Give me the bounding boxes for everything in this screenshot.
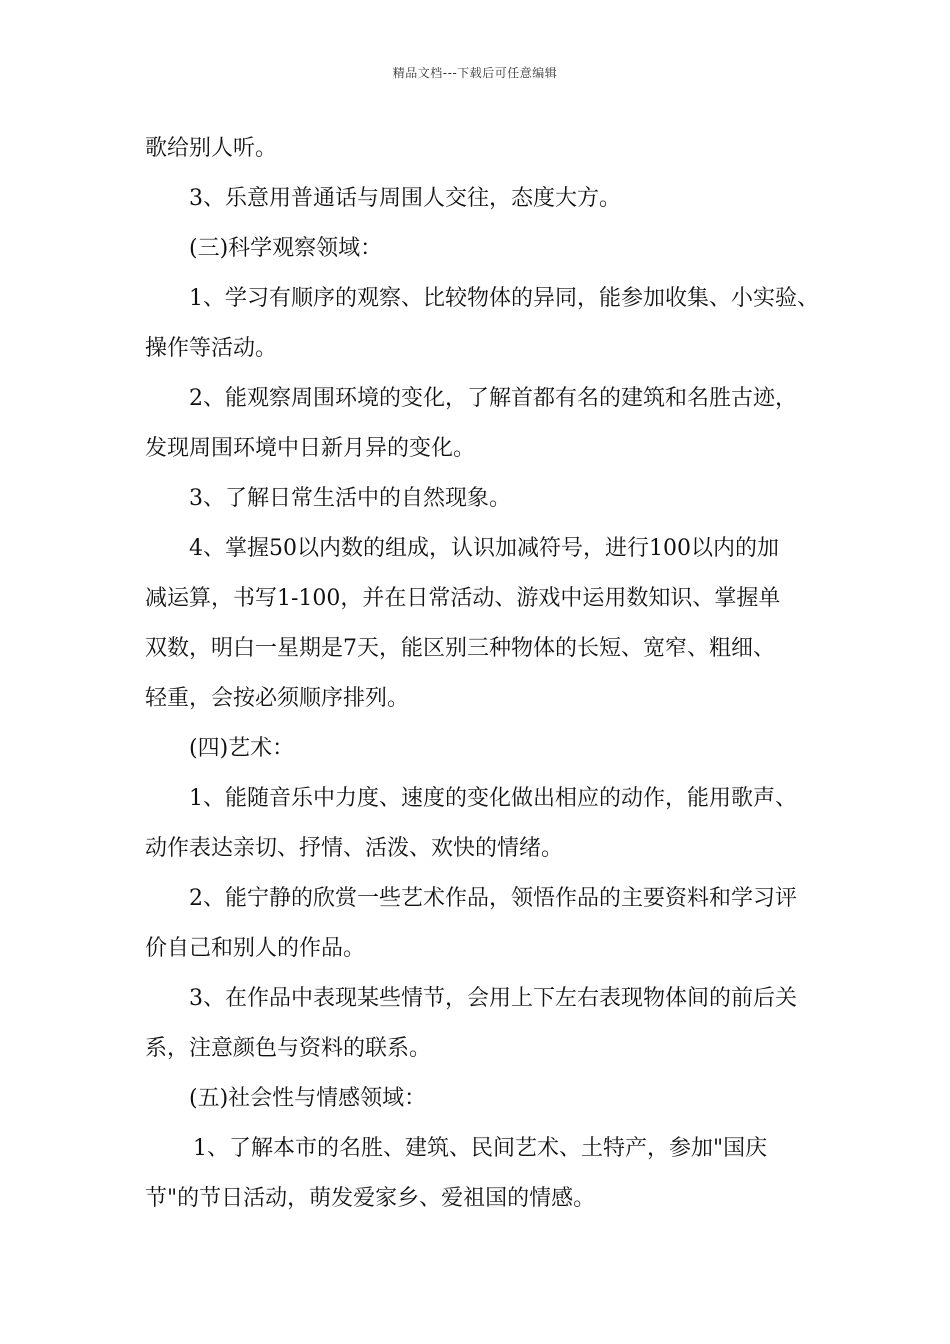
paragraph-line: 双数，明白一星期是7天，能区别三种物体的长短、宽窄、粗细、 — [145, 636, 775, 661]
paragraph-line: 3、乐意用普通话与周围人交往，态度大方。 — [189, 186, 621, 211]
paragraph-line: 轻重，会按必须顺序排列。 — [145, 686, 410, 711]
page-header: 精品文档---下载后可任意编辑 — [392, 66, 558, 80]
paragraph-line: 1、能随音乐中力度、速度的变化做出相应的动作，能用歌声、 — [189, 786, 797, 811]
paragraph-line: 操作等活动。 — [145, 336, 278, 361]
paragraph-line: 4、掌握50以内数的组成，认识加减符号，进行100以内的加 — [189, 536, 779, 561]
paragraph-line: 1、学习有顺序的观察、比较物体的异同，能参加收集、小实验、 — [189, 286, 819, 311]
paragraph-line: 减运算，书写1-100，并在日常活动、游戏中运用数知识、掌握单 — [145, 586, 781, 611]
document-body — [145, 124, 830, 1224]
section-heading: (五)社会性与情感领域： — [189, 1086, 427, 1111]
section-heading: (三)科学观察领域： — [189, 236, 383, 261]
paragraph-line: 2、能宁静的欣赏一些艺术作品，领悟作品的主要资料和学习评 — [189, 886, 797, 911]
paragraph-line: 系，注意颜色与资料的联系。 — [145, 1036, 432, 1061]
paragraph-line: 1、了解本市的名胜、建筑、民间艺术、土特产，参加"国庆 — [193, 1136, 768, 1161]
paragraph-line: 3、了解日常生活中的自然现象。 — [189, 486, 511, 511]
paragraph-line: 发现周围环境中日新月异的变化。 — [145, 436, 476, 461]
paragraph-line: 歌给别人听。 — [145, 136, 278, 161]
paragraph-line: 动作表达亲切、抒情、活泼、欢快的情绪。 — [145, 836, 564, 861]
paragraph-line: 价自己和别人的作品。 — [145, 936, 366, 961]
paragraph-line: 2、能观察周围环境的变化，了解首都有名的建筑和名胜古迹， — [189, 386, 797, 411]
paragraph-line: 3、在作品中表现某些情节，会用上下左右表现物体间的前后关 — [189, 986, 797, 1011]
section-heading: (四)艺术： — [189, 736, 295, 761]
paragraph-line: 节"的节日活动，萌发爱家乡、爱祖国的情感。 — [145, 1186, 596, 1211]
